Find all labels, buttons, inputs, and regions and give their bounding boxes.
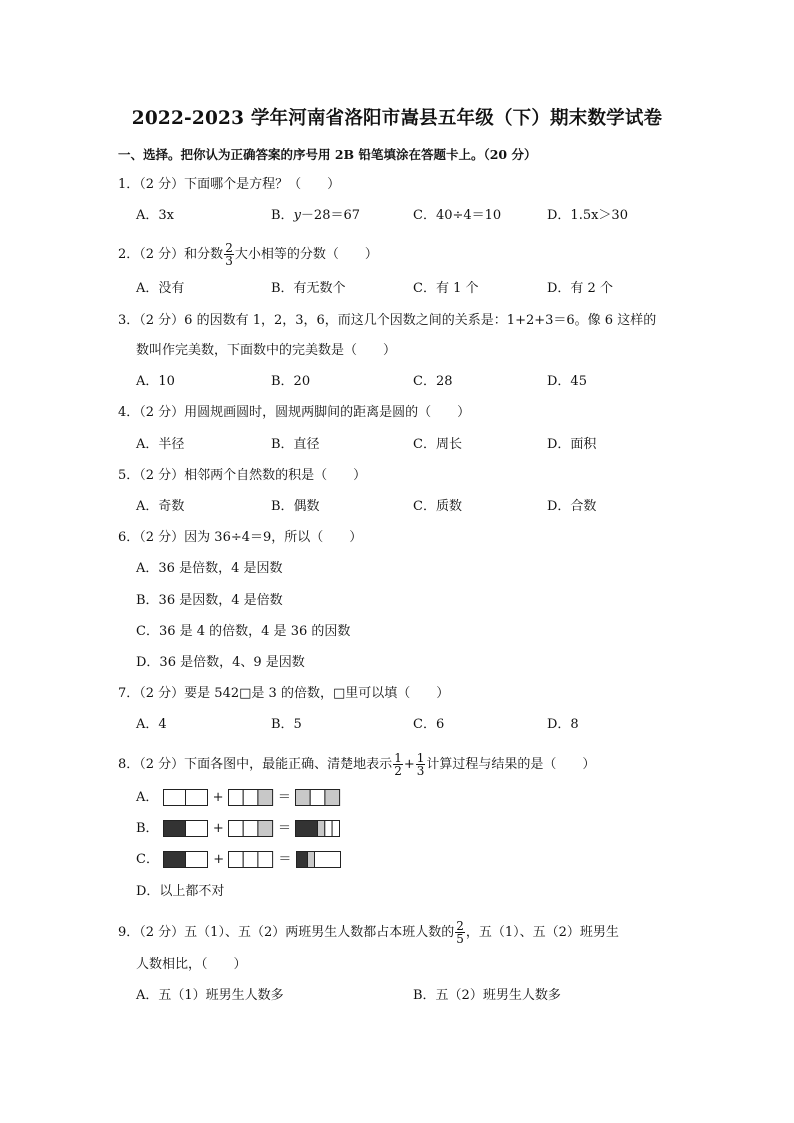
question-6-option-a: A．36 是倍数，4 是因数: [136, 561, 283, 576]
half-bar-shaded: [163, 820, 209, 838]
question-3-stem-line2: 数叫作完美数，下面数中的完美数是（ ）: [136, 343, 397, 358]
section-heading: 一、选择。把你认为正确答案的序号用 2B 铅笔填涂在答题卡上。（20 分）: [118, 147, 537, 162]
question-9-stem-line2: 人数相比，（ ）: [136, 957, 247, 972]
question-4-option-b: B．直径: [271, 437, 320, 452]
question-5-option-a: A．奇数: [136, 499, 185, 514]
question-2-option-a: A．没有: [136, 281, 185, 296]
result-bar-c: [296, 851, 342, 869]
question-3-stem-line1: 3．（2 分）6 的因数有 1，2，3，6，而这几个因数之间的关系是：1+2+3＝6。像 6 这样的: [118, 313, 657, 328]
question-6-option-d: D．36 是倍数，4、9 是因数: [136, 655, 305, 670]
question-8-option-d: D．以上都不对: [136, 884, 225, 899]
question-1-option-b: B．y－28＝67: [271, 208, 361, 223]
question-5-stem: 5．（2 分）相邻两个自然数的积是（ ）: [118, 468, 367, 483]
question-6-option-c: C．36 是 4 的倍数，4 是 36 的因数: [136, 624, 351, 639]
fraction-2-3: $\frac{2}{3}$: [225, 241, 233, 268]
result-bar-a: [295, 789, 341, 807]
question-9-option-a: A．五（1）班男生人数多: [136, 988, 284, 1003]
question-2-option-c: C．有 1 个: [413, 281, 479, 296]
question-8-option-a: A． + ＝: [136, 788, 341, 808]
question-1-option-a: A．3x: [136, 208, 174, 223]
question-5-option-c: C．质数: [413, 499, 462, 514]
question-2-option-b: B．有无数个: [271, 281, 346, 296]
question-1-option-d: D．1.5x＞30: [547, 208, 628, 223]
half-bar-shaded: [163, 851, 209, 869]
question-5-option-d: D．合数: [547, 499, 597, 514]
question-3-option-b: B．20: [271, 374, 311, 389]
question-4-option-c: C．周长: [413, 437, 462, 452]
question-3-option-d: D．45: [547, 374, 587, 389]
question-1-option-c: C．40÷4＝10: [413, 208, 502, 223]
question-7-option-c: C．6: [413, 717, 445, 732]
third-bar-one-shaded: [228, 820, 274, 838]
result-bar-b: [295, 820, 341, 838]
question-7-option-d: D．8: [547, 717, 579, 732]
question-3-option-c: C．28: [413, 374, 453, 389]
question-6-option-b: B．36 是因数，4 是倍数: [136, 593, 283, 608]
question-9-option-b: B．五（2）班男生人数多: [413, 988, 561, 1003]
question-1-stem: 1．（2 分）下面哪个是方程？（ ）: [118, 177, 341, 192]
fraction-1-3: $\frac{1}{3}$: [416, 751, 425, 778]
third-bar-empty: [228, 851, 274, 869]
question-2-stem: 2．（2 分）和分数 $\frac{2}{3}$ 大小相等的分数（ ）: [118, 241, 378, 268]
fraction-2-5: $\frac{2}{5}$: [456, 919, 464, 946]
fraction-1-2: $\frac{1}{2}$: [394, 751, 402, 778]
question-7-option-a: A．4: [136, 717, 167, 732]
question-9-stem-line1: 9．（2 分）五（1）、五（2）两班男生人数都占本班人数的 $\frac{2}{5}$ ，五（1）、五（2）班男生: [118, 919, 619, 946]
page-title: 2022-2023 学年河南省洛阳市嵩县五年级（下）期末数学试卷: [131, 108, 663, 129]
question-8-option-c: C． + ＝: [136, 850, 342, 870]
question-7-stem: 7．（2 分）要是 542□是 3 的倍数，□里可以填（ ）: [118, 686, 450, 701]
question-8-option-b: B． + ＝: [136, 819, 341, 839]
question-7-option-b: B．5: [271, 717, 302, 732]
question-2-option-d: D．有 2 个: [547, 281, 613, 296]
third-bar-one-shaded: [228, 789, 274, 807]
question-8-stem: 8．（2 分）下面各图中，最能正确、清楚地表示 $\frac{1}{2}$ + $\frac{1}{3}$ 计算过程与结果的是（ ）: [118, 751, 596, 778]
half-bar-empty: [163, 789, 209, 807]
question-6-stem: 6．（2 分）因为 36÷4＝9，所以（ ）: [118, 530, 363, 545]
question-4-option-d: D．面积: [547, 437, 597, 452]
question-3-option-a: A．10: [136, 374, 175, 389]
question-4-stem: 4．（2 分）用圆规画圆时，圆规两脚间的距离是圆的（ ）: [118, 405, 471, 420]
question-5-option-b: B．偶数: [271, 499, 320, 514]
question-4-option-a: A．半径: [136, 437, 185, 452]
